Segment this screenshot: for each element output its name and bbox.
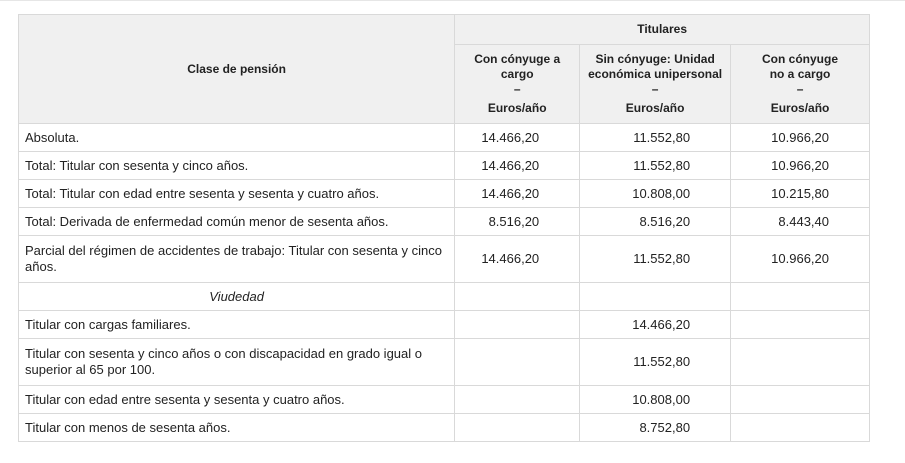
value-cell: 10.966,20 xyxy=(731,124,870,152)
value-cell: 8.516,20 xyxy=(580,208,731,236)
header-text: – xyxy=(651,82,659,96)
header-text: Con cónyuge a cargo xyxy=(474,52,561,81)
header-column xyxy=(455,45,580,124)
row-label: Titular con edad entre sesenta y sesenta y cuatro años. xyxy=(19,386,455,414)
value-cell: 14.466,20 xyxy=(455,236,580,283)
table-row xyxy=(19,283,870,311)
row-label: Absoluta. xyxy=(19,124,455,152)
row-label: Total: Titular con edad entre sesenta y sesenta y cuatro años. xyxy=(19,180,455,208)
table-row xyxy=(19,311,870,339)
value-cell: 14.466,20 xyxy=(455,124,580,152)
header-text: Sin cónyuge: Unidad xyxy=(595,52,715,66)
value-cell xyxy=(455,414,580,442)
value-cell xyxy=(731,339,870,386)
value-cell: 11.552,80 xyxy=(580,236,731,283)
value-cell xyxy=(455,339,580,386)
value-cell: 10.808,00 xyxy=(580,386,731,414)
value-cell: 10.808,00 xyxy=(580,180,731,208)
value-cell xyxy=(455,311,580,339)
value-cell: 8.443,40 xyxy=(731,208,870,236)
value-cell xyxy=(731,283,870,311)
header-text: – xyxy=(513,82,521,96)
pension-table xyxy=(18,14,870,442)
header-text: Euros/año xyxy=(625,101,685,115)
value-cell: 14.466,20 xyxy=(580,311,731,339)
table-row xyxy=(19,339,870,386)
table-row xyxy=(19,414,870,442)
value-cell xyxy=(731,414,870,442)
header-text: Euros/año xyxy=(770,101,830,115)
header-text: no a cargo xyxy=(769,67,831,81)
value-cell: 11.552,80 xyxy=(580,339,731,386)
header-titulares: Titulares xyxy=(455,15,870,45)
table-row xyxy=(19,180,870,208)
table-row xyxy=(19,124,870,152)
row-label: Total: Derivada de enfermedad común menor de sesenta años. xyxy=(19,208,455,236)
value-cell: 14.466,20 xyxy=(455,180,580,208)
value-cell: 11.552,80 xyxy=(580,152,731,180)
value-cell: 10.966,20 xyxy=(731,236,870,283)
value-cell: 11.552,80 xyxy=(580,124,731,152)
row-label: Titular con sesenta y cinco años o con discapacidad en grado igual o superior al 65 por 100. xyxy=(19,339,455,386)
row-label: Parcial del régimen de accidentes de trabajo: Titular con sesenta y cinco años. xyxy=(19,236,455,283)
header-text: económica unipersonal xyxy=(588,67,723,81)
row-label: Titular con cargas familiares. xyxy=(19,311,455,339)
row-label: Total: Titular con sesenta y cinco años. xyxy=(19,152,455,180)
value-cell xyxy=(731,386,870,414)
header-column xyxy=(580,45,731,124)
value-cell xyxy=(731,311,870,339)
table-row xyxy=(19,152,870,180)
header-clase-de-pension: Clase de pensión xyxy=(19,15,455,124)
table-row xyxy=(19,236,870,283)
value-cell: 8.516,20 xyxy=(455,208,580,236)
value-cell xyxy=(580,283,731,311)
divider xyxy=(0,0,905,1)
value-cell: 10.966,20 xyxy=(731,152,870,180)
header-text: – xyxy=(796,82,804,96)
table-row xyxy=(19,386,870,414)
header-column xyxy=(731,45,870,124)
value-cell: 8.752,80 xyxy=(580,414,731,442)
value-cell: 10.215,80 xyxy=(731,180,870,208)
value-cell xyxy=(455,386,580,414)
value-cell: 14.466,20 xyxy=(455,152,580,180)
header-text: Euros/año xyxy=(487,101,547,115)
header-text: Con cónyuge xyxy=(762,52,839,66)
table-row xyxy=(19,208,870,236)
row-label: Titular con menos de sesenta años. xyxy=(19,414,455,442)
value-cell xyxy=(455,283,580,311)
section-label: Viudedad xyxy=(19,283,455,311)
